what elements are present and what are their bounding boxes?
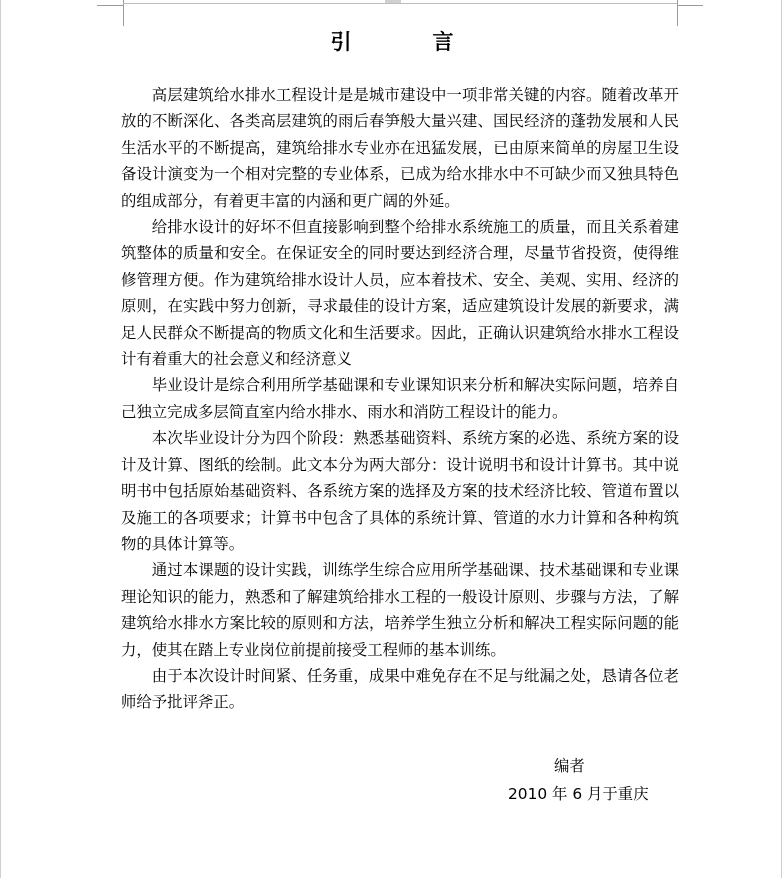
crop-mark-top-right [677, 5, 703, 6]
signature-author: 编者 [554, 757, 585, 775]
paragraph: 高层建筑给水排水工程设计是是城市建设中一项非常关键的内容。随着改革开放的不断深化、各类高层建筑的雨后春笋般大量兴建、国民经济的蓬勃发展和人民生活水平的不断提高，建筑给排水专业亦在迅猛发展，已由原来简单的房屋卫生设备设计演变为一个相对完整的专业体系，已成为给水排水中不可缺少而又独具特色的组成部分，有着更丰富的内涵和更广阔的外延。 [121, 86, 679, 210]
paragraph: 由于本次设计时间紧、任务重，成果中难免存在不足与纰漏之处，恳请各位老师给予批评斧正。 [121, 666, 679, 712]
crop-mark-top-left [97, 5, 123, 6]
body-text [121, 82, 679, 716]
header-rule [123, 3, 677, 4]
signature-block [508, 752, 678, 808]
signature-date: 2010 年 6 月于重庆 [508, 785, 649, 803]
page-title: 引 言 [330, 30, 484, 54]
paragraph: 通过本课题的设计实践，训练学生综合应用所学基础课、技术基础课和专业课理论知识的能力，熟悉和了解建筑给排水工程的一般设计原则、步骤与方法，了解建筑给水排水方案比较的原则和方法，培养学生独立分析和解决工程实际问题的能力，使其在踏上专业岗位前提前接受工程师的基本训练。 [121, 561, 679, 659]
header-stub [385, 0, 401, 3]
paragraph: 毕业设计是综合利用所学基础课和专业课知识来分析和解决实际问题，培养自己独立完成多层简直室内给水排水、雨水和消防工程设计的能力。 [121, 376, 679, 421]
paragraph: 本次毕业设计分为四个阶段：熟悉基础资料、系统方案的必选、系统方案的设计及计算、图纸的绘制。此文本分为两大部分：设计说明书和设计计算书。其中说明书中包括原始基础资料、各系统方案的选择及方案的技术经济比较、管道布置以及施工的各项要求；计算书中包含了具体的系统计算、管道的水力计算和各种构筑物的具体计算等。 [121, 429, 679, 553]
paragraph: 给排水设计的好坏不但直接影响到整个给排水系统施工的质量，而且关系着建筑整体的质量和安全。在保证安全的同时要达到经济合理，尽量节省投资，使得维修管理方便。作为建筑给排水设计人员，应本着技术、安全、美观、实用、经济的原则，在实践中努力创新，寻求最佳的设计方案，适应建筑设计发展的新要求，满足人民群众不断提高的物质文化和生活要求。因此，正确认识建筑给水排水工程设计有着重大的社会意义和经济意义 [121, 218, 679, 369]
crop-mark-top-right-vertical [677, 0, 678, 26]
